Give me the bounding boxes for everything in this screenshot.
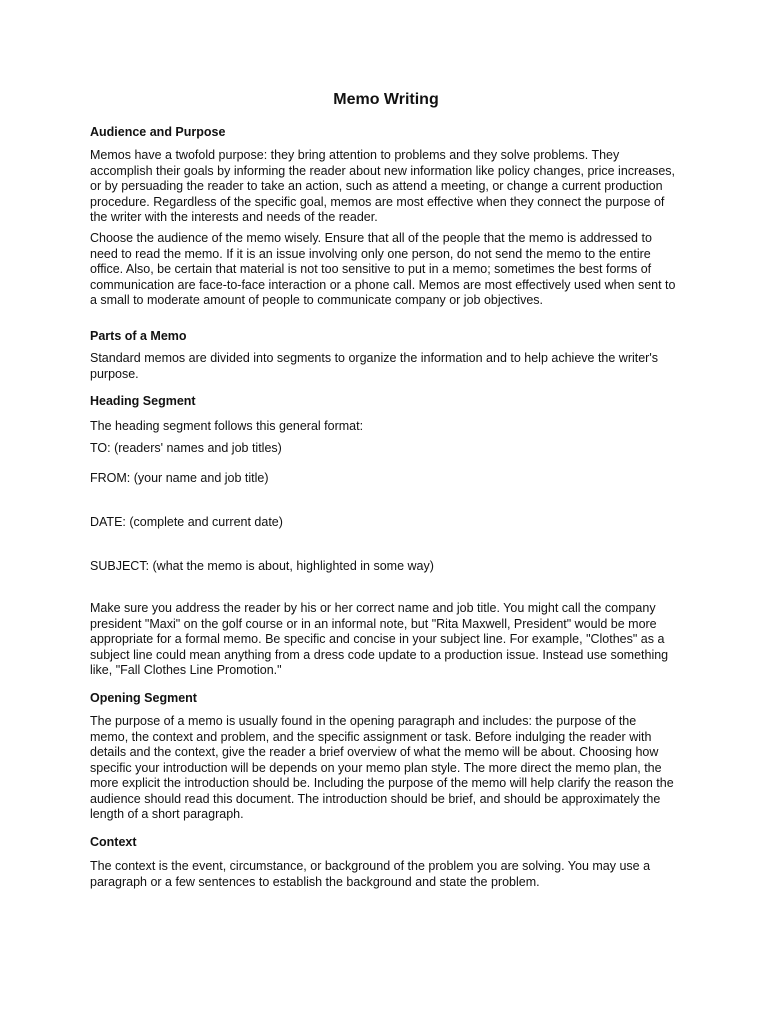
heading-opening-segment: Opening Segment [90, 691, 197, 705]
paragraph-opening: The purpose of a memo is usually found in the opening paragraph and includes: the purpose of the memo, the context and problem, and the specific assignment or task. Before indulging the reader with details and the context, give the reader a brief overview of what the memo will be about. Choosing how specific your introduction will be depends on your memo plan style. The more direct the memo plan, the more explicit the introduction should be. Including the purpose of the memo will help clarify the reason the audience should read this document. The introduction should be brief, and should be approximately the length of a short paragraph. [90, 714, 674, 821]
paragraph-context: The context is the event, circumstance, or background of the problem you are solving. You may use a paragraph or a few sentences to establish the background and state the problem. [90, 859, 651, 889]
paragraph-audience-2: Choose the audience of the memo wisely. Ensure that all of the people that the memo is addressed to need to read the memo. If it is an issue involving only one person, do not send the memo to the entire office. Also, be certain that material is not too sensitive to put in a memo; sometimes the best forms of communication are face-to-face interaction or a phone call. Memos are most effectively used when sent to a small to moderate amount of people to communicate company or job objectives. [90, 231, 676, 307]
heading-format-intro: The heading segment follows this general format: [90, 419, 364, 433]
heading-format-from: FROM: (your name and job title) [90, 471, 269, 485]
heading-context: Context [90, 835, 137, 849]
paragraph-parts: Standard memos are divided into segments to organize the information and to help achieve the writer's purpose. [90, 351, 658, 381]
paragraph-heading-segment: Make sure you address the reader by his or her correct name and job title. You might call the company president "Maxi" on the golf course or in an informal note, but "Rita Maxwell, President" would be more appropriate for a formal memo. Be specific and concise in your subject line. For example, "Clothes" as a subject line could mean anything from a dress code update to a production issue. Instead use something like, "Fall Clothes Line Promotion." [90, 601, 669, 677]
heading-heading-segment: Heading Segment [90, 394, 196, 408]
paragraph-audience-1: Memos have a twofold purpose: they bring attention to problems and they solve problems. They accomplish their goals by informing the reader about new information like policy changes, price increases, or by persuading the reader to take an action, such as attend a meeting, or change a current production procedure. Regardless of the specific goal, memos are most effective when they connect the purpose of the writer with the interests and needs of the reader. [90, 148, 676, 224]
document-title: Memo Writing [333, 91, 439, 108]
heading-format-to: TO: (readers' names and job titles) [90, 441, 282, 455]
heading-parts-of-memo: Parts of a Memo [90, 329, 187, 343]
heading-format-date: DATE: (complete and current date) [90, 515, 283, 529]
heading-format-subject: SUBJECT: (what the memo is about, highlighted in some way) [90, 559, 434, 573]
heading-audience-purpose: Audience and Purpose [90, 125, 226, 139]
